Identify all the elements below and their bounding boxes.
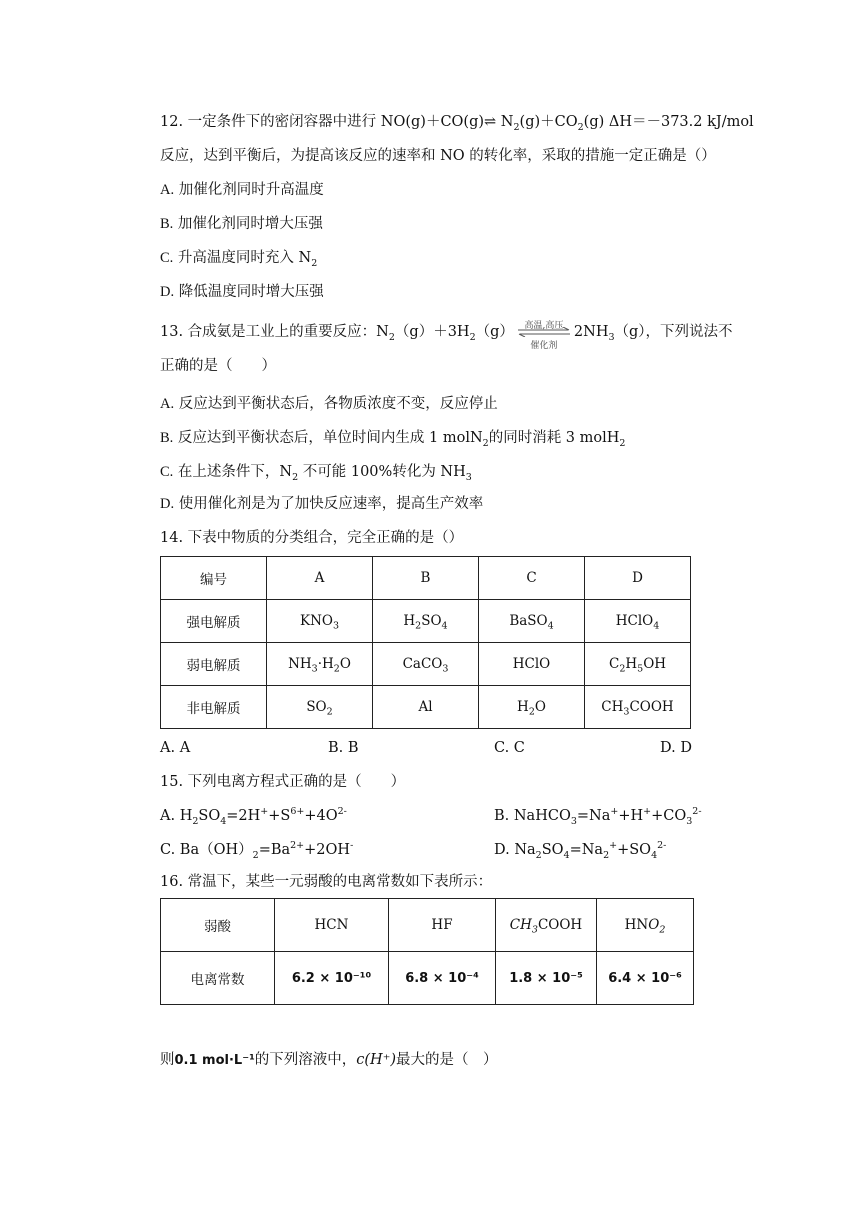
- table-row: 弱电解质 $NH_3\cdot H_2O$ CaCO$_3$ HClO $C_2H_5OH$: [161, 643, 691, 686]
- q13-option-b: B. 反应达到平衡状态后，单位时间内生成 1 molN$_2$的同时消耗 3 molH$_2$: [160, 430, 626, 449]
- q13-option-c: C. 在上述条件下，$N_2$ 不可能 100%转化为 $NH_3$: [160, 464, 472, 483]
- q13-line1: 13. 合成氨是工业上的重要反应：$N_2(g)+3H_2(g)$ 高温,高压 催化剂 $2NH_3(g)$，下列说法不: [160, 321, 733, 351]
- classification-table: [160, 556, 691, 729]
- q14-answer-b: B. B: [328, 740, 359, 756]
- q16-stem: 16. 常温下，某些一元弱酸的电离常数如下表所示：: [160, 874, 493, 890]
- q15-option-a: A. $H_2SO_4=2H^++S^{6+}+4O^{2-}$: [160, 806, 347, 827]
- q14-stem: 14. 下表中物质的分类组合，完全正确的是（）: [160, 530, 464, 546]
- q15-option-b: B. $NaHCO_3=Na^++H^++CO_3^{2-}$: [494, 806, 702, 827]
- q12-option-d: D. 降低温度同时增大压强: [160, 284, 324, 300]
- reaction-arrow-icon: 高温,高压 催化剂: [516, 322, 572, 342]
- q13-option-a: A. 反应达到平衡状态后，各物质浓度不变，反应停止: [160, 396, 498, 412]
- q14-answer-d: D. D: [660, 740, 692, 756]
- table-row: 编号 A B C D: [161, 557, 691, 600]
- q13-line2: 正确的是（ ）: [160, 358, 276, 374]
- q15-option-c: C. $Ba(OH)_2=Ba^{2+}+2OH^-$: [160, 840, 354, 861]
- equilibrium-arrow-icon: ⇌: [484, 114, 497, 130]
- table-row: 非电解质 $SO_2$ Al $H_2O$ $CH_3COOH$: [161, 686, 691, 729]
- table-row: 电离常数 6.2 × 10⁻¹⁰ 6.8 × 10⁻⁴ 1.8 × 10⁻⁵ 6.4 × 10⁻⁶: [161, 952, 694, 1005]
- q16-question: 则0.1 mol·L⁻¹的下列溶液中，c(H⁺)最大的是（ ）: [160, 1052, 498, 1068]
- q12-line2: 反应，达到平衡后，为提高该反应的速率和 NO 的转化率，采取的措施一定正确是（）: [160, 148, 716, 164]
- table-row: 弱酸 HCN HF $CH_3COOH$ $HNO_2$: [161, 899, 694, 952]
- q12-option-b: B. 加催化剂同时增大压强: [160, 216, 323, 232]
- q12-line1: 12. 一定条件下的密闭容器中进行 NO(g)＋CO(g)⇌ $N_2(g)+CO_2(g)$ ΔH＝－373.2 kJ/mol: [160, 114, 754, 133]
- q14-answer-c: C. C: [494, 740, 525, 756]
- q12-option-c: C. 升高温度同时充入 $N_2$: [160, 250, 318, 269]
- q12-option-a: A. 加催化剂同时升高温度: [160, 182, 324, 198]
- q14-answer-a: A. A: [160, 740, 191, 756]
- q15-stem: 15. 下列电离方程式正确的是（ ）: [160, 774, 406, 790]
- q13-option-d: D. 使用催化剂是为了加快反应速率，提高生产效率: [160, 496, 484, 512]
- q15-option-d: D. $Na_2SO_4=Na_2^++SO_4^{2-}$: [494, 840, 667, 861]
- table-row: 强电解质 $KNO_3$ $H_2SO_4$ BaSO$_4$ HClO$_4$: [161, 600, 691, 643]
- ionization-constant-table: [160, 898, 694, 1005]
